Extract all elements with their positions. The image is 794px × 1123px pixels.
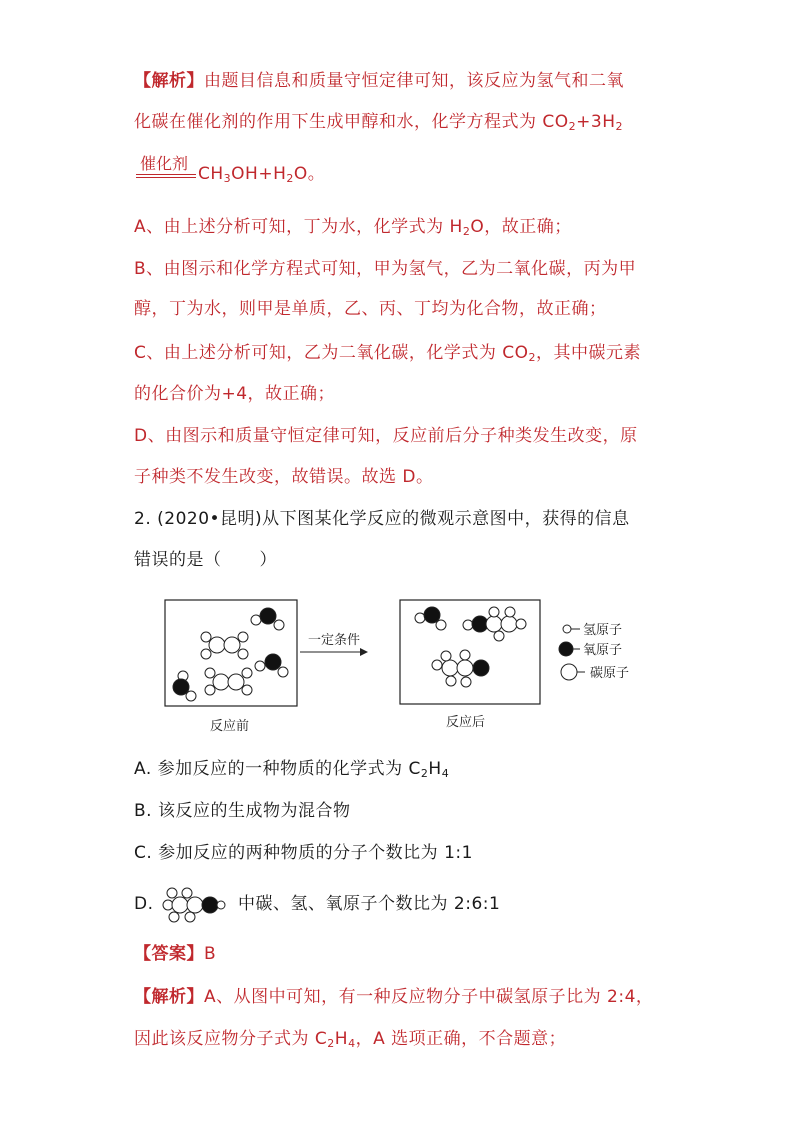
question-2-line-1: 2. (2020•昆明)从下图某化学反应的微观示意图中，获得的信息 [134, 509, 630, 529]
explain-option-c-1: C、由上述分析可知，乙为二氧化碳，化学式为 $CO_2$，其中碳元素 [134, 343, 642, 364]
explain-option-b-2: 醇，丁为水，则甲是单质，乙、丙、丁均为化合物，故正确； [134, 299, 607, 319]
legend-c-symbol [561, 664, 577, 680]
reaction-diagram [160, 592, 660, 742]
water-molecule [415, 607, 446, 630]
legend-o-symbol [559, 642, 573, 656]
after-label: 反应后 [446, 714, 486, 729]
choice-b: B. 该反应的生成物为混合物 [134, 801, 351, 821]
choice-d-label: D. [134, 894, 154, 914]
explain-option-d-2: 子种类不发生改变，故错误。故选 D。 [134, 467, 434, 487]
ethylene-molecule [205, 668, 252, 695]
before-label: 反应前 [210, 718, 250, 733]
analysis-tag: 【解析】 [134, 71, 204, 91]
condition-label: 一定条件 [308, 632, 361, 647]
water-molecule [251, 608, 284, 630]
water-molecule [255, 654, 288, 677]
analysis-line-2: 化碳在催化剂的作用下生成甲醇和水，化学方程式为 $CO_2+3H_2$ [134, 112, 623, 133]
ethylene-molecule [201, 632, 248, 659]
equation-arrow-line [136, 174, 196, 175]
analysis-line-1: 【解析】由题目信息和质量守恒定律可知，该反应为氢气和二氧 [134, 71, 624, 91]
equation-arrow-line-2 [136, 177, 196, 178]
water-molecule [173, 671, 196, 701]
choice-d-text: 中碳、氢、氧原子个数比为 2:6:1 [238, 894, 501, 914]
legend-h-label: 氢原子 [583, 622, 623, 637]
legend-o-label: 氧原子 [583, 642, 623, 657]
analysis-line-3: $CH_3OH+H_2O$。 [198, 164, 326, 185]
answer-line [134, 943, 216, 965]
answer-tag: 【答案】 [134, 944, 204, 964]
legend-c-label: 碳原子 [590, 665, 630, 680]
explain-option-d-1: D、由图示和质量守恒定律可知，反应前后分子种类发生改变，原 [134, 426, 638, 446]
choice-c: C. 参加反应的两种物质的分子个数比为 1:1 [134, 843, 473, 863]
choice-a: A. 参加反应的一种物质的化学式为 $C_2H_4$ [134, 759, 450, 780]
explain-option-c-2: 的化合价为+4，故正确； [134, 384, 336, 404]
analysis2-tag: 【解析】 [134, 987, 204, 1007]
analysis2-line-2: 因此该反应物分子式为 $C_2H_4$，A 选项正确，不合题意； [134, 1029, 567, 1050]
explain-option-a: A、由上述分析可知，丁为水，化学式为 $H_2O$，故正确； [134, 217, 572, 238]
catalyst-label: 催化剂 [140, 154, 189, 173]
answer-value: B [204, 944, 217, 964]
ethanol-molecule [463, 607, 526, 641]
legend-h-symbol [563, 625, 571, 633]
ethanol-molecule-icon [162, 885, 237, 925]
ethanol-molecule [432, 650, 489, 687]
explain-option-b-1: B、由图示和化学方程式可知，甲为氢气，乙为二氧化碳，丙为甲 [134, 259, 637, 279]
question-2-line-2: 错误的是（ ） [134, 550, 277, 570]
legend [559, 622, 629, 680]
analysis2-line-1: 【解析】A、从图中可知，有一种反应物分子中碳氢原子比为 2:4， [134, 987, 654, 1007]
